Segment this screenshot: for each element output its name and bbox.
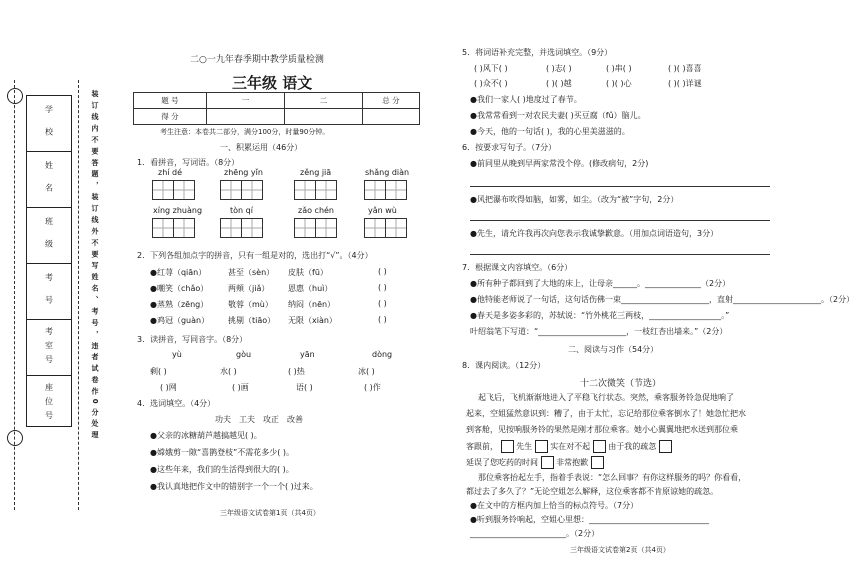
option-text: 纳闷（nēn） xyxy=(288,300,336,309)
fill-item[interactable]: ●我认真地把作文中的错别字一个一个( )过来。 xyxy=(150,482,318,491)
question-2: 2．下列各组加点字的拼音，只有一组是对的，选出打“√”。（4分） xyxy=(137,251,373,260)
fill-blank[interactable]: ( )( )喜喜 xyxy=(668,64,702,73)
pinyin-label: tòn qí xyxy=(230,206,253,215)
page-footer: 三年级语文试卷第1页（共4页） xyxy=(220,509,320,517)
writing-grid[interactable] xyxy=(364,218,406,238)
option-text: 皮肤（fū） xyxy=(288,268,328,277)
pinyin-label: xíng zhuàng xyxy=(153,206,203,215)
answer-blank[interactable]: ( ) xyxy=(378,315,387,324)
passage-text: 非常抱歉 xyxy=(556,458,589,467)
dashed-line xyxy=(78,80,79,510)
answer-blank[interactable]: ( ) xyxy=(378,267,387,276)
fill-blank[interactable]: ( )热 xyxy=(288,367,305,376)
answer-line[interactable] xyxy=(470,186,770,187)
score-header-cell: 二 xyxy=(285,93,363,109)
passage-text: 延误了您吃药的时间 xyxy=(466,458,538,467)
option-text: ●蒸熟（zēng） xyxy=(150,300,209,309)
fill-item[interactable]: ●今天，他的一句话( )，我的心里美滋滋的。 xyxy=(470,127,630,136)
pinyin-label: dòng xyxy=(372,350,393,359)
question-6: 6．按要求写句子。（7分） xyxy=(462,143,557,152)
punctuation-box[interactable] xyxy=(591,456,604,469)
answer-line[interactable] xyxy=(470,220,770,221)
option-text: ●红荨（qiān） xyxy=(150,268,207,277)
fill-blank[interactable]: 冰( ) xyxy=(358,367,375,376)
option-text: 无限（xiàn） xyxy=(288,316,337,325)
question-item: ●前同里从晚到早两家常没个停。(修改病句，2分) xyxy=(470,159,649,168)
fill-item[interactable]: ●听到服务铃响起，空姐心里想：______________________________ xyxy=(470,515,709,524)
question-4: 4．选词填空。（4分） xyxy=(137,399,216,408)
reading-title: 十二次微笑（节选） xyxy=(580,379,662,389)
fill-item[interactable]: ●他特能老师说了一句话，这句话伤佛一束______________________，直射______________________。（2分） xyxy=(470,295,854,304)
passage-line: 起飞后，飞机渐渐地进入了平稳飞行状态。突然，乘客服务铃急促地响了 xyxy=(478,393,734,402)
writing-grid[interactable] xyxy=(152,218,194,238)
question-item: ●先生，请允许我再次向您表示我诚挚歉意。（用加点词语造句，3分） xyxy=(470,229,719,238)
score-header-cell: 题 号 xyxy=(134,93,207,109)
writing-grid[interactable] xyxy=(294,218,336,238)
pinyin-label: zhí dé xyxy=(158,168,183,177)
fill-item[interactable]: ●所有种子都回到了大地的床上，让母亲______。______________（2分） xyxy=(470,279,731,288)
question-8: 8．课内阅读。（12分） xyxy=(462,361,546,370)
pinyin-label: yù xyxy=(172,350,182,359)
field-seat-number: 座位号 xyxy=(44,382,54,425)
pinyin-label: zhēng yǐn xyxy=(224,168,263,177)
question-3: 3．读拼音，写同音字。（8分） xyxy=(137,335,248,344)
passage-text: 客跟前， xyxy=(466,442,498,451)
writing-grid[interactable] xyxy=(364,180,406,200)
fill-item[interactable]: ________________________。（2分） xyxy=(470,529,600,538)
question-7: 7．根据课文内容填空。（6分） xyxy=(462,263,573,272)
question-5: 5．将词语补充完整，并选词填空。（9分） xyxy=(462,48,613,57)
exam-subtitle: 三年级 语文 xyxy=(232,74,313,92)
page-footer: 三年级语文试卷第2页（共4页） xyxy=(570,546,670,554)
option-text: ●嘲笑（chǎo） xyxy=(150,284,209,293)
fill-blank[interactable]: 语( ) xyxy=(296,383,313,392)
fill-blank[interactable]: ( )( )心 xyxy=(606,79,632,88)
fill-item[interactable]: ●春天是多姿多彩的，苏轼说：“竹外桃花三两枝，__________________。” xyxy=(470,311,730,320)
fill-item[interactable]: ●我常常看到一对农民夫妻( )买豆腐（fǔ）脑儿。 xyxy=(470,111,646,120)
exam-notice: 考生注意：本卷共二部分，满分100分，时量90分钟。 xyxy=(160,128,330,136)
passage-text: 实在对不起 xyxy=(550,442,591,451)
score-header-cell: 一 xyxy=(207,93,285,109)
option-text: 敬蓉（mù） xyxy=(228,300,273,309)
question-item: ●风把瀑布吹得如脑，如雾，如尘。（改为“被”字句，2分） xyxy=(470,195,679,204)
field-exam-number: 考 号 xyxy=(44,273,54,310)
section-title: 一、积累运用（46分） xyxy=(220,143,303,152)
punctuation-box[interactable] xyxy=(501,440,514,453)
fill-blank[interactable]: ( )串( ) xyxy=(606,64,632,73)
passage-line: 起来，空姐猛然意识到：糟了，由于太忙，忘记给那位乘客倒水了！她急忙把水 xyxy=(466,409,746,418)
punctuation-box[interactable] xyxy=(593,440,606,453)
pinyin-label: zěng jiā xyxy=(300,168,332,177)
fill-item[interactable]: ●我们一家人( )地度过了春节。 xyxy=(470,95,582,104)
pinyin-label: yān xyxy=(300,350,315,359)
score-header-cell: 总 分 xyxy=(363,93,420,109)
field-exam-room: 考室号 xyxy=(44,326,54,369)
binding-hole-icon xyxy=(7,430,23,446)
score-label-cell: 得 分 xyxy=(134,109,207,125)
answer-line[interactable] xyxy=(470,254,770,255)
passage-line: 到客舱，见按响服务铃的果然是刚才那位乘客。她小心翼翼地把水送到那位乘 xyxy=(466,425,738,434)
binding-margin xyxy=(8,80,99,510)
writing-grid[interactable] xyxy=(220,218,262,238)
question-item: ●在文中的方框内加上恰当的标点符号。（7分） xyxy=(470,501,639,510)
option-text: ●鸡冠（guàn） xyxy=(150,316,210,325)
fill-item[interactable]: ●父亲的冰糖葫芦越搞越见( )。 xyxy=(150,431,262,440)
question-1: 1．看拼音，写词语。（8分） xyxy=(137,158,240,167)
score-input-cell[interactable] xyxy=(207,109,285,125)
fill-blank[interactable]: ( )风下( ) xyxy=(474,64,508,73)
fill-blank[interactable]: 水( ) xyxy=(220,367,237,376)
section-title: 二、阅读与习作（54分） xyxy=(568,345,659,354)
fill-blank[interactable]: ( )画 xyxy=(232,383,249,392)
pinyin-label: zǎo chén xyxy=(298,206,334,215)
seal-warning-text: 装 订 线 内 不 要 答 题 ， 装 订 线 外 不 要 写 姓 名 、 考 号 ， 违 者 试 卷 作 0 分 处 理 xyxy=(91,90,99,439)
writing-grid[interactable] xyxy=(294,180,336,200)
field-name: 姓 名 xyxy=(44,161,54,198)
pinyin-label: shǎng diàn xyxy=(365,168,410,177)
punctuation-box[interactable] xyxy=(541,456,554,469)
option-text: 挑剔（tiāo） xyxy=(228,316,276,325)
writing-grid[interactable] xyxy=(220,180,262,200)
passage-text: 由于我的疏忽 xyxy=(608,442,657,451)
answer-blank[interactable]: ( ) xyxy=(378,299,387,308)
fill-blank[interactable]: ( )志( ) xyxy=(546,64,572,73)
fill-blank[interactable]: ( )( )越 xyxy=(546,79,572,88)
student-info-box xyxy=(26,95,72,427)
score-input-cell[interactable] xyxy=(285,109,363,125)
score-input-cell[interactable] xyxy=(363,109,420,125)
score-table xyxy=(133,92,420,125)
passage-text: 先生 xyxy=(516,442,533,451)
punctuation-box[interactable] xyxy=(659,440,672,453)
pinyin-label: gòu xyxy=(236,350,252,359)
fill-item[interactable]: ●这些年来，我们的生活得到很大的( )。 xyxy=(150,465,294,474)
fill-blank[interactable]: ( )( )详谜 xyxy=(668,79,702,88)
passage-fill-line xyxy=(466,456,604,469)
exam-title: 二○一九年春季期中教学质量检测 xyxy=(190,55,324,65)
passage-line: 那位乘客抬起左手，指着手表说：“怎么回事？有你这样服务的吗？你看看， xyxy=(478,473,747,482)
fill-item[interactable]: 叶绍翁笔下写道：“______________________，一枝红杏出墙来。”（2分） xyxy=(470,327,728,336)
field-class: 班 级 xyxy=(44,217,54,254)
fill-blank[interactable]: 剩( ) xyxy=(150,367,167,376)
field-school: 学 校 xyxy=(44,105,54,142)
fill-blank[interactable]: ( )网 xyxy=(160,383,177,392)
punctuation-box[interactable] xyxy=(535,440,548,453)
fill-item[interactable]: ●嫦娥剪一隙“喜鹊登枝”不需花多少( )。 xyxy=(150,448,295,457)
option-text: 恩惠（huì） xyxy=(288,284,333,293)
option-text: 甚至（sèn） xyxy=(228,268,275,277)
option-text: 两頰（jiǎ） xyxy=(228,284,270,293)
fill-blank[interactable]: ( )众不( ) xyxy=(474,79,508,88)
passage-fill-line xyxy=(466,440,672,453)
fill-blank[interactable]: ( )作 xyxy=(364,383,381,392)
writing-grid[interactable] xyxy=(152,180,194,200)
word-bank: 功夫 工夫 攻正 改善 xyxy=(215,415,303,424)
passage-line: 都过去了多久了？”无论空姐怎么解释，这位乘客都不肯原谅她的疏忽。 xyxy=(466,487,719,496)
answer-blank[interactable]: ( ) xyxy=(378,283,387,292)
binding-hole-icon xyxy=(7,88,23,104)
pinyin-label: yǎn wù xyxy=(368,206,397,215)
